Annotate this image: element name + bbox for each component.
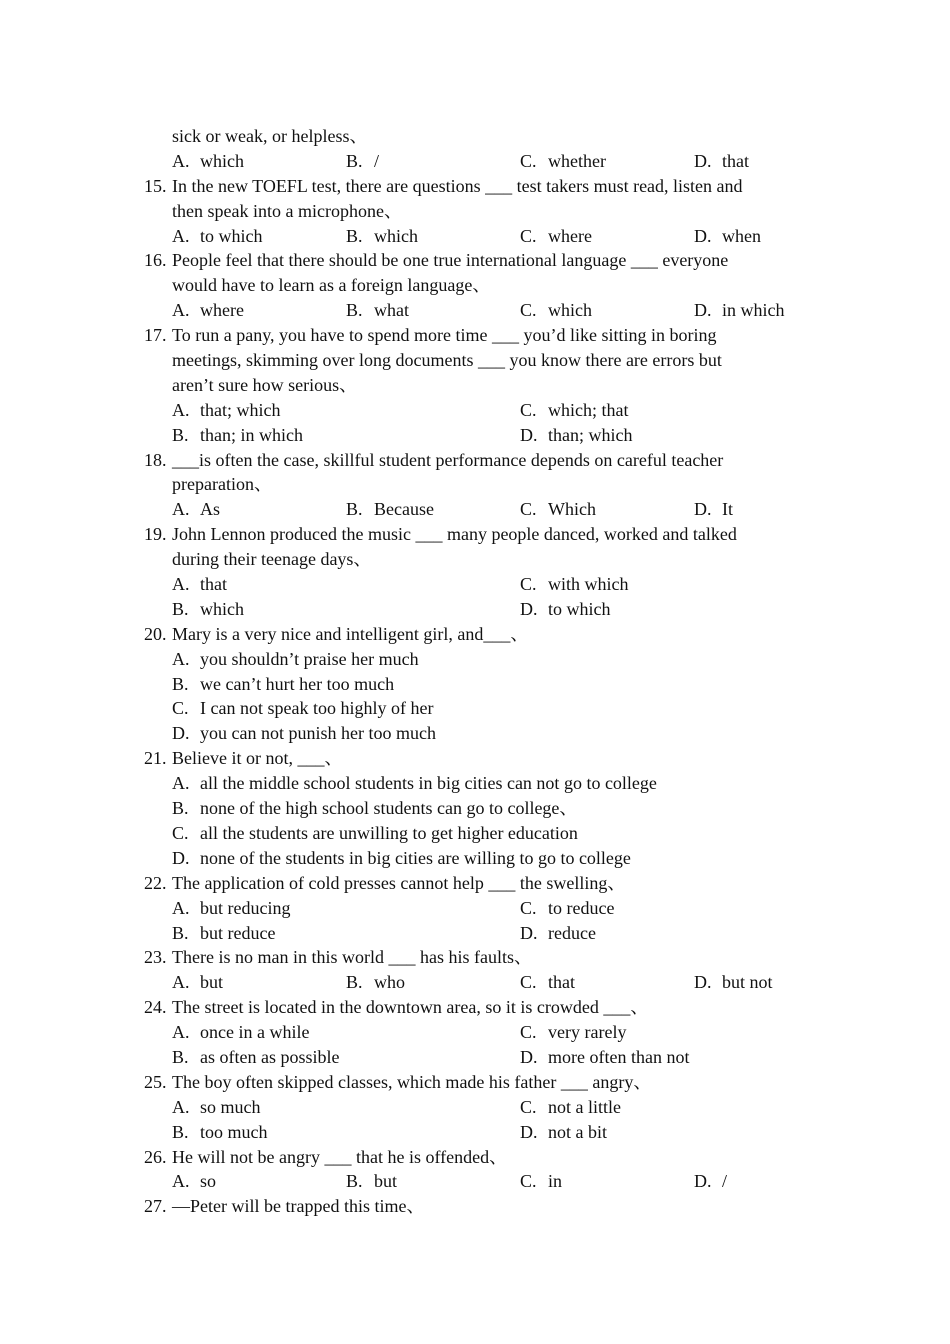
option-a: A. all the middle school students in big cities can not go to college [172,773,657,794]
question-number: 22. [144,872,167,893]
question-17: 17. To run a pany, you have to spend more time ___ you’d like sitting in boring [144,323,824,348]
option-c: C. with which [520,574,629,595]
option-c: C. I can not speak too highly of her [172,698,434,719]
option-d: D. that [694,150,749,171]
option-c: C. that [520,972,575,993]
option-b: B. who [346,972,405,993]
question-text-line: preparation、 [172,474,272,495]
option-d: D. reduce [520,922,596,943]
option-d: D. / [694,1171,728,1192]
question-text-line: during their teenage days、 [172,549,372,570]
question-27: 27. —Peter will be trapped this time、 [144,1194,824,1219]
option-row [144,149,824,174]
option-d: D. than; which [520,424,633,445]
question-16: 16. People feel that there should be one true international language ___ everyone [144,248,824,273]
option-b: B. but [346,1171,398,1192]
question-number: 25. [144,1071,167,1092]
question-22: 22. The application of cold presses cannot help ___ the swelling、 [144,871,824,896]
option-row [144,298,824,323]
question-list [144,124,824,1219]
question-15: 15. In the new TOEFL test, there are questions ___ test takers must read, listen and [144,174,824,199]
option-row [144,1095,824,1120]
option-b: B. we can’t hurt her too much [172,673,395,694]
option-b: B. too much [172,1121,268,1142]
option-row [144,1169,824,1194]
option-d: D. not a bit [520,1121,607,1142]
option-row [144,696,824,721]
option-row [144,796,824,821]
option-c: C. which; that [520,399,629,420]
option-b: B. none of the high school students can go to college、 [172,798,578,819]
option-b: B. as often as possible [172,1046,340,1067]
question-number: 20. [144,623,167,644]
option-b: B. but reduce [172,922,276,943]
question-number: 26. [144,1146,167,1167]
option-row [144,1120,824,1145]
option-c: C. in [520,1171,563,1192]
question-number: 21. [144,748,167,769]
question-number: 19. [144,524,167,545]
option-a: A. once in a while [172,1022,310,1043]
option-a: A. but reducing [172,897,291,918]
question-18: 18. ___is often the case, skillful student performance depends on careful teacher [144,448,824,473]
question-number: 27. [144,1196,167,1217]
option-a: A. that [172,574,227,595]
option-a: A. but [172,972,224,993]
option-b: B. than; in which [172,424,303,445]
option-c: C. to reduce [520,897,615,918]
question-number: 23. [144,947,167,968]
option-row [144,896,824,921]
option-d: D. when [694,225,761,246]
option-d: D. more often than not [520,1046,690,1067]
option-row [144,224,824,249]
question-text-line: then speak into a microphone、 [172,200,402,221]
option-row [144,771,824,796]
option-row [144,721,824,746]
question-23: 23. There is no man in this world ___ has his faults、 [144,945,824,970]
option-d: D. but not [694,972,773,993]
option-d: D. in which [694,300,785,321]
question-number: 16. [144,250,167,271]
question-number: 18. [144,449,167,470]
option-c: C. whether [520,150,606,171]
question-21: 21. Believe it or not, ___、 [144,746,824,771]
option-a: A. so much [172,1096,261,1117]
option-b: B. which [172,598,244,619]
option-d: D. to which [520,598,611,619]
option-row [144,821,824,846]
option-b: B. what [346,300,409,321]
option-row [144,672,824,697]
option-c: C. all the students are unwilling to get higher education [172,822,578,843]
option-row [144,846,824,871]
option-row [144,970,824,995]
option-row [144,1045,824,1070]
question-number: 17. [144,325,167,346]
question-text-line: sick or weak, or helpless、 [172,126,368,146]
question-25: 25. The boy often skipped classes, which made his father ___ angry、 [144,1070,824,1095]
question-26: 26. He will not be angry ___ that he is offended、 [144,1145,824,1170]
option-a: A. so [172,1171,217,1192]
option-d: D. you can not punish her too much [172,723,436,744]
question-number: 15. [144,175,167,196]
option-a: A. that; which [172,399,281,420]
option-a: A. you shouldn’t praise her much [172,648,419,669]
option-d: D. none of the students in big cities are willing to go to college [172,847,631,868]
question-text-line: aren’t sure how serious、 [172,374,358,395]
option-a: A. which [172,150,244,171]
option-b: B. / [346,150,380,171]
option-d: D. It [694,499,733,520]
option-row [144,1020,824,1045]
option-row [144,597,824,622]
option-a: A. where [172,300,244,321]
option-row [144,497,824,522]
option-b: B. which [346,225,418,246]
option-row [144,398,824,423]
question-19: 19. John Lennon produced the music ___ many people danced, worked and talked [144,522,824,547]
option-row [144,572,824,597]
option-a: A. As [172,499,221,520]
question-number: 24. [144,997,167,1018]
option-c: C. very rarely [520,1022,627,1043]
question-text-line: meetings, skimming over long documents ___ you know there are errors but [172,350,722,371]
question-20: 20. Mary is a very nice and intelligent girl, and___、 [144,622,824,647]
option-c: C. which [520,300,592,321]
option-row [144,423,824,448]
option-c: C. where [520,225,592,246]
option-b: B. Because [346,499,434,520]
question-text-line: would have to learn as a foreign language、 [172,275,491,296]
question-24: 24. The street is located in the downtown area, so it is crowded ___、 [144,995,824,1020]
option-a: A. to which [172,225,263,246]
option-c: C. not a little [520,1096,621,1117]
option-row [144,647,824,672]
option-c: C. Which [520,499,596,520]
option-row [144,921,824,946]
